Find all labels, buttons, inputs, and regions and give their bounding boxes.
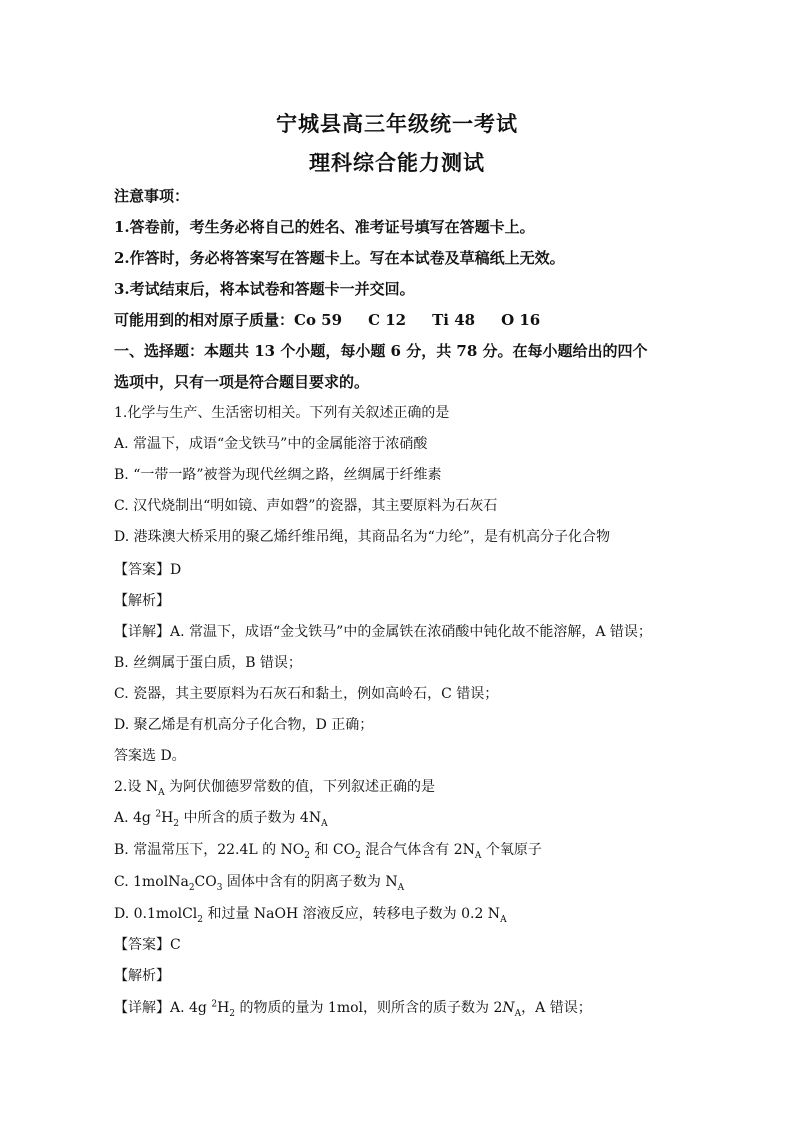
superscript: 2 xyxy=(211,999,218,1010)
q1-detail-c: C. 瓷器，其主要原料为石灰石和黏土，例如高岭石，C 错误； xyxy=(114,686,499,702)
subscript: 2 xyxy=(355,850,361,861)
subscript: A xyxy=(397,882,405,893)
detail-label: 【详解】 xyxy=(114,1000,170,1016)
detail-text: A. 常温下，成语“金戈铁马”中的金属铁在浓硝酸中钝化故不能溶解，A 错误； xyxy=(170,624,652,640)
answer-value: C xyxy=(170,937,181,953)
q1-detail-d: D. 聚乙烯是有机高分子化合物，D 正确； xyxy=(114,717,374,733)
q2-stem-part: 为阿伏伽德罗常数的值，下列叙述正确的是 xyxy=(164,779,436,795)
subscript: 2 xyxy=(304,850,311,861)
q2-option-a xyxy=(114,808,328,828)
text-part: 中所含的质子数为 4N xyxy=(179,810,322,826)
text-part: N xyxy=(502,1000,515,1016)
q1-answer xyxy=(114,560,181,580)
q2-analysis-label: 【解析】 xyxy=(114,968,170,984)
text-part: H xyxy=(217,1000,230,1016)
text-part: ，A 错误； xyxy=(521,1000,592,1016)
exam-subtitle: 理科综合能力测试 xyxy=(309,150,485,175)
subscript: 3 xyxy=(216,882,223,893)
q1-option-d: D. 港珠澳大桥采用的聚乙烯纤维吊绳，其商品名为“力纶”，是有机高分子化合物 xyxy=(114,529,610,545)
note-item-2: 2.作答时，务必将答案写在答题卡上。写在本试卷及草稿纸上无效。 xyxy=(114,249,565,267)
atomic-mass: O 16 xyxy=(501,311,541,329)
text-part: 固体中含有的阴离子数为 N xyxy=(222,874,398,890)
answer-label: 【答案】 xyxy=(114,562,170,578)
q2-option-b xyxy=(114,840,542,860)
section-heading-line2: 选项中，只有一项是符合题目要求的。 xyxy=(114,373,370,391)
superscript: 2 xyxy=(155,809,162,820)
atomic-masses-label: 可能用到的相对原子质量： xyxy=(114,311,295,329)
q2-stem xyxy=(114,777,435,797)
answer-value: D xyxy=(170,562,182,578)
subscript: A xyxy=(514,1008,522,1019)
atomic-mass: Ti 48 xyxy=(432,311,476,329)
exam-title: 宁城县高三年级统一考试 xyxy=(276,111,518,136)
q1-option-a: A. 常温下，成语“金戈铁马”中的金属能溶于浓硝酸 xyxy=(114,436,428,452)
section-heading-line1: 一、选择题：本题共 13 个小题，每小题 6 分，共 78 分。在每小题给出的四个 xyxy=(114,342,648,360)
atomic-mass: Co 59 xyxy=(294,311,343,329)
text-part: C. 1molNa xyxy=(114,874,189,890)
q2-detail-a xyxy=(114,998,592,1018)
text-part: H xyxy=(161,810,174,826)
atomic-masses-line xyxy=(114,310,566,330)
detail-label: 【详解】 xyxy=(114,624,170,640)
subscript: A xyxy=(474,850,482,861)
text-part: A. 4g xyxy=(170,1000,212,1016)
atomic-mass: C 12 xyxy=(368,311,407,329)
q2-stem-part: 2.设 N xyxy=(114,779,159,795)
subscript: 2 xyxy=(229,1008,236,1019)
text-part: D. 0.1molCl xyxy=(114,906,198,922)
note-item-1: 1.答卷前，考生务必将自己的姓名、准考证号填写在答题卡上。 xyxy=(114,218,535,236)
note-item-3: 3.考试结束后，将本试卷和答题卡一并交回。 xyxy=(114,280,415,298)
q1-analysis-label: 【解析】 xyxy=(114,593,170,609)
subscript: 2 xyxy=(173,818,180,829)
answer-label: 【答案】 xyxy=(114,937,170,953)
subscript: 2 xyxy=(188,882,195,893)
text-part: 和过量 NaOH 溶液反应，转移电子数为 0.2 N xyxy=(203,906,501,922)
subscript: A xyxy=(500,914,507,925)
q1-detail-b: B. 丝绸属于蛋白质，B 错误； xyxy=(114,655,302,671)
q2-stem-sub: A xyxy=(158,787,165,798)
q2-option-d xyxy=(114,904,507,924)
text-part: 个氧原子 xyxy=(481,842,542,858)
q1-detail-a xyxy=(114,622,652,642)
text-part: 和 CO xyxy=(310,842,356,858)
text-part: A. 4g xyxy=(114,810,156,826)
q1-stem: 1.化学与生产、生活密切相关。下列有关叙述正确的是 xyxy=(114,405,450,421)
q2-option-c xyxy=(114,872,404,892)
subscript: 2 xyxy=(197,914,203,925)
subscript: A xyxy=(321,818,328,829)
text-part: B. 常温常压下，22.4L 的 NO xyxy=(114,842,305,858)
text-part: CO xyxy=(194,874,217,890)
q2-answer xyxy=(114,935,181,955)
q1-option-b: B. “一带一路”被誉为现代丝绸之路，丝绸属于纤维素 xyxy=(114,467,442,483)
notes-heading: 注意事项： xyxy=(114,187,190,205)
text-part: 的物质的量为 1mol，则所含的质子数为 2 xyxy=(235,1000,503,1016)
q1-option-c: C. 汉代烧制出“明如镜、声如磬”的瓷器，其主要原料为石灰石 xyxy=(114,498,498,514)
q1-conclusion: 答案选 D。 xyxy=(114,748,186,764)
text-part: 混合气体含有 2N xyxy=(360,842,475,858)
